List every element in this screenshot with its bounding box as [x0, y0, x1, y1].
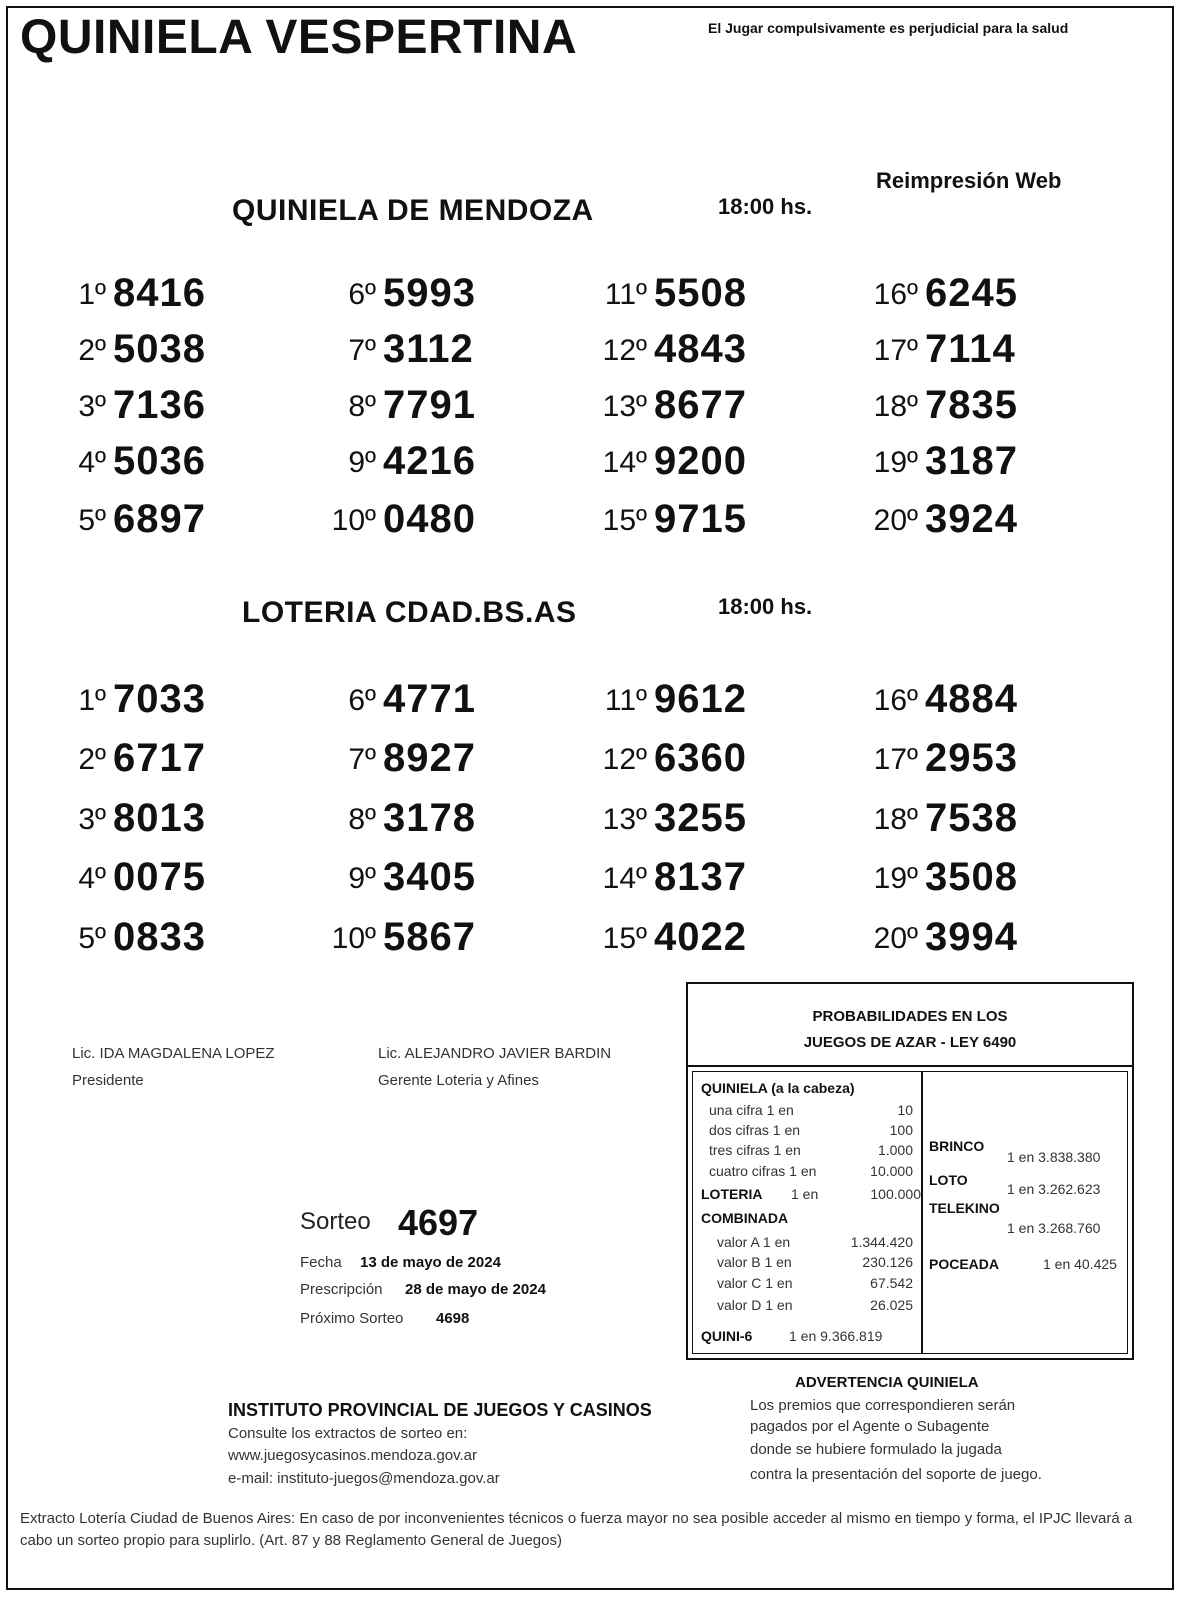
- sorteo-label: Sorteo: [300, 1208, 371, 1235]
- quiniela-prob-label: tres cifras 1 en: [709, 1142, 801, 1158]
- result-number: 7114: [925, 327, 1016, 371]
- poceada-prob-title: POCEADA: [929, 1256, 1000, 1272]
- result-position: 19º: [873, 862, 918, 895]
- combinada-prob-value: 230.126: [862, 1254, 913, 1270]
- result-item: [597, 797, 817, 847]
- result-position: 16º: [873, 278, 918, 311]
- signature-name: Lic. ALEJANDRO JAVIER BARDIN: [378, 1045, 612, 1062]
- result-item: [597, 737, 817, 787]
- loto-prob-title: LOTO: [929, 1172, 968, 1188]
- result-item: [326, 498, 546, 548]
- result-number: 4884: [925, 677, 1018, 721]
- result-position: 18º: [873, 390, 918, 423]
- probabilities-box: [686, 982, 1134, 1360]
- result-position: 20º: [873, 922, 918, 955]
- quiniela-prob-value: 100: [889, 1122, 913, 1138]
- result-number: 4022: [654, 915, 747, 959]
- result-position: 13º: [602, 390, 647, 423]
- result-position: 7º: [348, 334, 376, 367]
- fecha-value: 13 de mayo de 2024: [360, 1254, 501, 1271]
- result-position: 18º: [873, 803, 918, 836]
- result-number: 8927: [383, 736, 476, 780]
- result-position: 20º: [873, 504, 918, 537]
- result-number: 3178: [383, 796, 476, 840]
- result-number: 5508: [654, 271, 747, 315]
- result-item: [56, 916, 276, 966]
- result-position: 10º: [331, 504, 376, 537]
- result-number: 9715: [654, 497, 747, 541]
- result-number: 8677: [654, 383, 747, 427]
- consulte-text: Consulte los extractos de sorteo en:: [228, 1425, 468, 1442]
- result-position: 12º: [602, 334, 647, 367]
- quiniela-prob-value: 10.000: [870, 1163, 913, 1179]
- result-number: 8013: [113, 796, 206, 840]
- result-number: 7835: [925, 383, 1018, 427]
- result-number: 0480: [383, 497, 476, 541]
- result-position: 15º: [602, 504, 647, 537]
- result-number: 0075: [113, 855, 206, 899]
- result-position: 3º: [78, 803, 106, 836]
- result-number: 8416: [113, 271, 206, 315]
- result-position: 1º: [78, 684, 106, 717]
- result-item: [56, 856, 276, 906]
- probabilities-title-line1: PROBABILIDADES EN LOS: [812, 1008, 1008, 1025]
- result-number: 7033: [113, 677, 206, 721]
- quini6-prob-title: QUINI-6: [701, 1328, 753, 1344]
- combinada-prob-label: valor A 1 en: [717, 1234, 791, 1250]
- result-position: 11º: [604, 278, 647, 311]
- result-number: 6245: [925, 271, 1018, 315]
- telekino-prob-title: TELEKINO: [929, 1200, 1000, 1216]
- probabilities-header: [688, 984, 1132, 1067]
- result-item: [326, 797, 546, 847]
- result-item: [597, 384, 817, 434]
- result-item: [56, 678, 276, 728]
- prescripcion-value: 28 de mayo de 2024: [405, 1281, 546, 1298]
- result-position: 14º: [602, 862, 647, 895]
- result-position: 10º: [331, 922, 376, 955]
- health-warning: El Jugar compulsivamente es perjudicial para la salud: [708, 20, 1069, 36]
- result-position: 5º: [78, 504, 106, 537]
- bsas-section-title: LOTERIA CDAD.BS.AS: [242, 596, 577, 629]
- result-item: [326, 328, 546, 378]
- combinada-prob-value: 1.344.420: [850, 1234, 913, 1250]
- proximo-sorteo-label: Próximo Sorteo: [300, 1310, 404, 1327]
- result-position: 17º: [873, 743, 918, 776]
- signature-name: Lic. IDA MAGDALENA LOPEZ: [72, 1045, 275, 1062]
- result-position: 9º: [348, 862, 376, 895]
- result-item: [597, 440, 817, 490]
- result-item: [597, 678, 817, 728]
- result-number: 3405: [383, 855, 476, 899]
- probabilities-title-line2: JUEGOS DE AZAR - LEY 6490: [803, 1034, 1017, 1051]
- website-link[interactable]: www.juegosycasinos.mendoza.gov.ar: [228, 1447, 478, 1464]
- result-number: 5867: [383, 915, 476, 959]
- result-item: [868, 384, 1088, 434]
- combinada-prob-label: valor D 1 en: [717, 1297, 793, 1313]
- quiniela-prob-value: 10: [897, 1102, 913, 1118]
- result-number: 3508: [925, 855, 1018, 899]
- brinco-prob-value: 1 en 3.838.380: [1007, 1149, 1101, 1165]
- result-number: 4843: [654, 327, 747, 371]
- result-item: [326, 384, 546, 434]
- mendoza-draw-time: 18:00 hs.: [718, 194, 813, 219]
- result-item: [56, 737, 276, 787]
- telekino-prob-value: 1 en 3.268.760: [1007, 1220, 1101, 1236]
- signature-block-manager: [378, 1040, 611, 1094]
- result-number: 3994: [925, 915, 1018, 959]
- result-item: [868, 737, 1088, 787]
- result-number: 5038: [113, 327, 206, 371]
- bsas-draw-time: 18:00 hs.: [718, 594, 813, 619]
- prescripcion-label: Prescripción: [300, 1281, 383, 1298]
- result-item: [326, 678, 546, 728]
- result-item: [56, 384, 276, 434]
- result-number: 6717: [113, 736, 206, 780]
- result-number: 3255: [654, 796, 747, 840]
- result-position: 6º: [348, 684, 376, 717]
- result-item: [56, 797, 276, 847]
- reprint-label: Reimpresión Web: [876, 168, 1062, 193]
- result-item: [56, 440, 276, 490]
- result-position: 8º: [348, 803, 376, 836]
- result-position: 1º: [78, 278, 106, 311]
- result-item: [597, 498, 817, 548]
- institute-name: INSTITUTO PROVINCIAL DE JUEGOS Y CASINOS: [228, 1400, 652, 1420]
- quiniela-prob-label: dos cifras 1 en: [709, 1122, 801, 1138]
- page-title: QUINIELA VESPERTINA: [20, 11, 578, 64]
- advertencia-line: Los premios que correspondieren serán: [750, 1397, 1016, 1414]
- result-number: 9612: [654, 677, 747, 721]
- quiniela-prob-title: QUINIELA (a la cabeza): [701, 1080, 855, 1096]
- signature-block-president: [72, 1040, 275, 1094]
- quini6-prob-value: 1 en 9.366.819: [789, 1328, 883, 1344]
- result-item: [326, 916, 546, 966]
- result-number: 4771: [383, 677, 476, 721]
- result-position: 19º: [873, 446, 918, 479]
- mendoza-section-title: QUINIELA DE MENDOZA: [232, 194, 594, 227]
- advertencia-line: donde se hubiere formulado la jugada: [750, 1441, 1002, 1458]
- combinada-prob-value: 26.025: [870, 1297, 913, 1313]
- result-item: [56, 328, 276, 378]
- brinco-prob-title: BRINCO: [929, 1138, 985, 1154]
- advertencia-line: pagados por el Agente o Subagente: [750, 1418, 990, 1435]
- result-number: 3187: [925, 439, 1018, 483]
- result-item: [868, 916, 1088, 966]
- loteria-prob-value: 100.000: [870, 1186, 921, 1202]
- result-position: 4º: [78, 446, 106, 479]
- result-position: 11º: [604, 684, 647, 717]
- result-item: [326, 440, 546, 490]
- result-item: [597, 856, 817, 906]
- result-position: 2º: [78, 334, 106, 367]
- result-position: 16º: [873, 684, 918, 717]
- probabilities-table: [692, 1071, 1128, 1354]
- result-item: [868, 678, 1088, 728]
- result-number: 5993: [383, 271, 476, 315]
- result-position: 9º: [348, 446, 376, 479]
- result-number: 4216: [383, 439, 476, 483]
- result-position: 12º: [602, 743, 647, 776]
- result-position: 8º: [348, 390, 376, 423]
- result-position: 3º: [78, 390, 106, 423]
- result-item: [868, 498, 1088, 548]
- advertencia-title: ADVERTENCIA QUINIELA: [795, 1374, 979, 1391]
- poceada-prob-value: 1 en 40.425: [1043, 1256, 1117, 1272]
- sorteo-number: 4697: [398, 1202, 479, 1243]
- proximo-sorteo-value: 4698: [436, 1310, 470, 1327]
- result-number: 8137: [654, 855, 747, 899]
- result-number: 9200: [654, 439, 747, 483]
- result-position: 5º: [78, 922, 106, 955]
- result-item: [56, 498, 276, 548]
- result-position: 13º: [602, 803, 647, 836]
- result-number: 7136: [113, 383, 206, 427]
- result-item: [868, 272, 1088, 322]
- result-number: 5036: [113, 439, 206, 483]
- result-item: [326, 737, 546, 787]
- result-number: 6897: [113, 497, 206, 541]
- result-position: 6º: [348, 278, 376, 311]
- fecha-label: Fecha: [300, 1254, 342, 1271]
- result-item: [597, 272, 817, 322]
- result-position: 17º: [873, 334, 918, 367]
- result-number: 3924: [925, 497, 1018, 541]
- result-item: [868, 856, 1088, 906]
- combinada-prob-label: valor B 1 en: [717, 1254, 792, 1270]
- result-item: [597, 916, 817, 966]
- loteria-prob-label: 1 en: [791, 1186, 819, 1202]
- loto-prob-value: 1 en 3.262.623: [1007, 1181, 1101, 1197]
- combinada-prob-value: 67.542: [870, 1275, 913, 1291]
- result-item: [868, 440, 1088, 490]
- quiniela-prob-label: cuatro cifras 1 en: [709, 1163, 817, 1179]
- result-position: 4º: [78, 862, 106, 895]
- result-number: 7791: [383, 383, 476, 427]
- signature-role: Presidente: [72, 1072, 144, 1089]
- result-item: [597, 328, 817, 378]
- result-item: [326, 856, 546, 906]
- result-number: 6360: [654, 736, 747, 780]
- result-number: 2953: [925, 736, 1018, 780]
- result-position: 7º: [348, 743, 376, 776]
- advertencia-line: contra la presentación del soporte de juego.: [750, 1466, 1042, 1483]
- signature-role: Gerente Loteria y Afines: [378, 1072, 539, 1089]
- result-item: [56, 272, 276, 322]
- result-item: [868, 797, 1088, 847]
- result-item: [868, 328, 1088, 378]
- quiniela-prob-value: 1.000: [877, 1142, 913, 1158]
- probabilities-divider: [921, 1072, 923, 1353]
- result-number: 7538: [925, 796, 1018, 840]
- extracto-disclaimer: Extracto Lotería Ciudad de Buenos Aires: En caso de por inconvenientes técnicos o fuerza mayor no sea posible acceder al mismo en tiempo y forma, el IPJC llevará a cabo un sorteo propio para suplirlo. (Art. 87 y 88 Reglamento General de Juegos): [20, 1510, 1133, 1549]
- result-item: [326, 272, 546, 322]
- quiniela-prob-label: una cifra 1 en: [709, 1102, 794, 1118]
- result-position: 14º: [602, 446, 647, 479]
- result-number: 3112: [383, 327, 474, 371]
- combinada-prob-title: COMBINADA: [701, 1210, 789, 1226]
- combinada-prob-label: valor C 1 en: [717, 1275, 793, 1291]
- email-link[interactable]: e-mail: instituto-juegos@mendoza.gov.ar: [228, 1470, 500, 1487]
- result-number: 0833: [113, 915, 206, 959]
- result-position: 2º: [78, 743, 106, 776]
- loteria-prob-title: LOTERIA: [701, 1186, 763, 1202]
- result-position: 15º: [602, 922, 647, 955]
